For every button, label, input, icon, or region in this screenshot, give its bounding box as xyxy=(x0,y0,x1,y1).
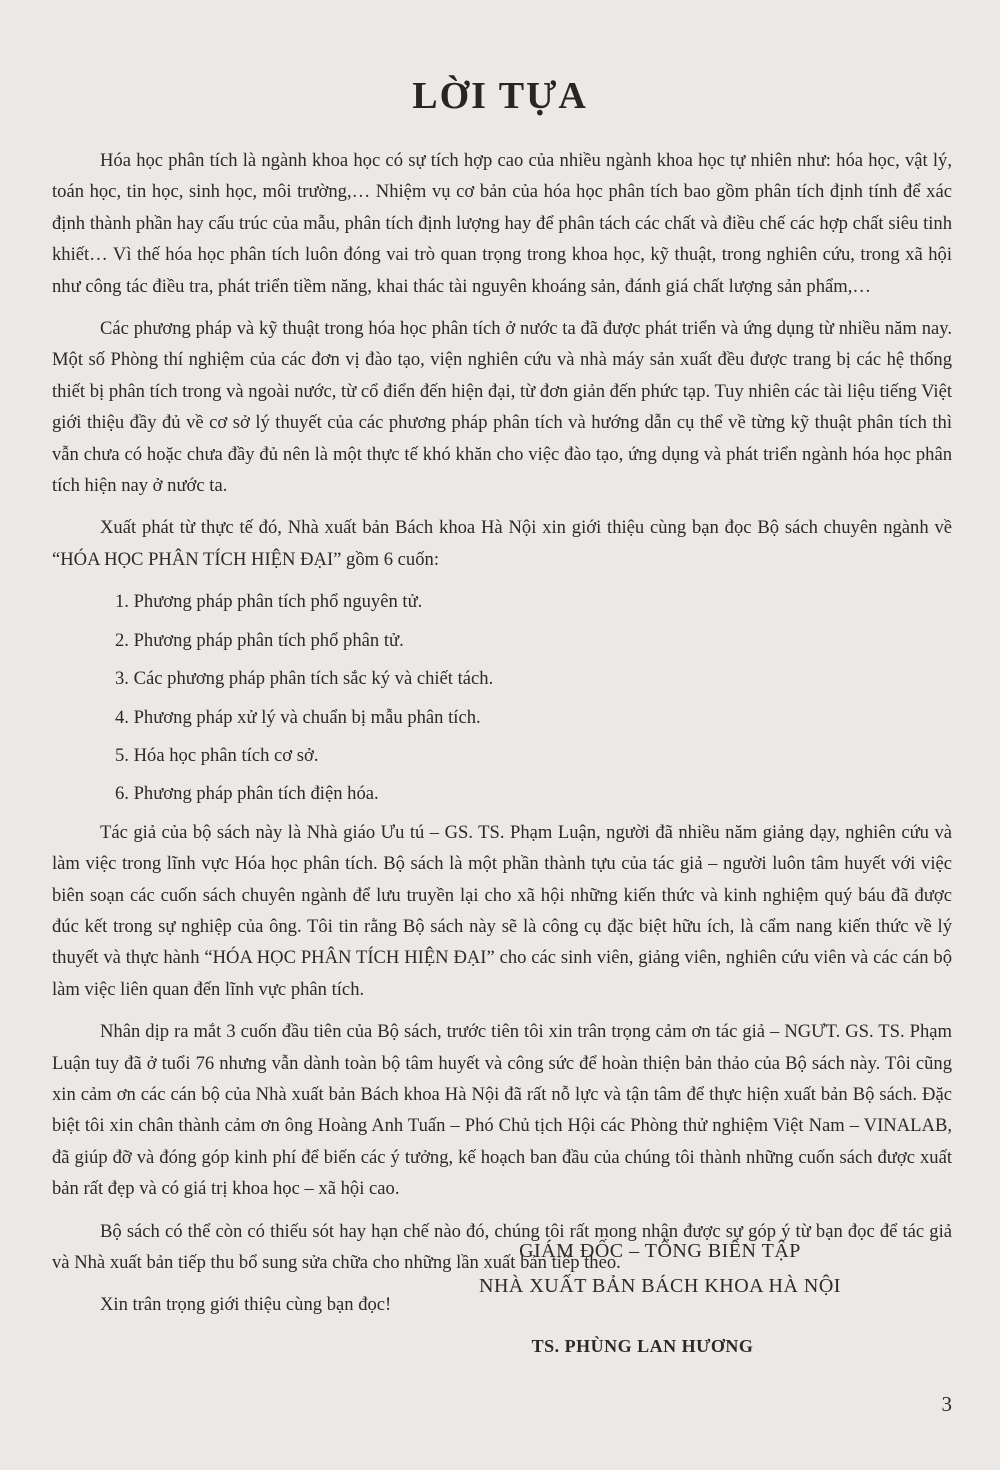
list-item: 2. Phương pháp phân tích phổ phân tử. xyxy=(115,629,404,651)
page-title: LỜI TỰA xyxy=(412,75,588,117)
page-number: 3 xyxy=(941,1392,952,1416)
paragraph: Các phương pháp và kỹ thuật trong hóa học phân tích ở nước ta đã được phát triển và ứng dụng từ nhiều năm nay. Một số Phòng thí nghiệm của các đơn vị đào tạo, viện nghiên cứu và nhà máy sản xuất đều được trang bị các hệ thống thiết bị phân tích trong và ngoài nước, từ cổ điển đến hiện đại, từ đơn giản đến phức tạp. Tuy nhiên các tài liệu tiếng Việt giới thiệu đầy đủ về cơ sở lý thuyết của các phương pháp phân tích và hướng dẫn cụ thể về từng kỹ thuật phân tích thì vẫn chưa có hoặc chưa đầy đủ nên là một thực tế khó khăn cho việc đào tạo, ứng dụng và phát triển ngành hóa học phân tích hiện nay ở nước ta. xyxy=(52,318,952,497)
signature-title: GIÁM ĐỐC – TỔNG BIÊN TẬP xyxy=(519,1240,801,1262)
signature-publisher: NHÀ XUẤT BẢN BÁCH KHOA HÀ NỘI xyxy=(479,1275,841,1297)
paragraph: Xin trân trọng giới thiệu cùng bạn đọc! xyxy=(100,1294,392,1316)
body-text xyxy=(52,145,952,1332)
list-item: 4. Phương pháp xử lý và chuẩn bị mẫu phân tích. xyxy=(115,706,481,728)
list-item: 1. Phương pháp phân tích phổ nguyên tử. xyxy=(115,591,423,613)
signature-name: TS. PHÙNG LAN HƯƠNG xyxy=(531,1336,754,1356)
paragraph: Nhân dịp ra mắt 3 cuốn đầu tiên của Bộ sách, trước tiên tôi xin trân trọng cảm ơn tác giả – NGƯT. GS. TS. Phạm Luận tuy đã ở tuổi 76 nhưng vẫn dành toàn bộ tâm huyết và công sức để hoàn thiện bản thảo của Bộ sách này. Tôi cũng xin cảm ơn các cán bộ của Nhà xuất bản Bách khoa Hà Nội đã rất nỗ lực và tận tâm để thực hiện xuất bản Bộ sách. Đặc biệt tôi xin chân thành cảm ơn ông Hoàng Anh Tuấn – Phó Chủ tịch Hội các Phòng thử nghiệm Việt Nam – VINALAB, đã giúp đỡ và đóng góp kinh phí để biến các ý tưởng, kế hoạch ban đầu của chúng tôi thành những cuốn sách được xuất bản rất đẹp và có giá trị khoa học – xã hội cao. xyxy=(52,1021,952,1200)
list-item: 5. Hóa học phân tích cơ sở. xyxy=(115,744,319,766)
paragraph: Tác giả của bộ sách này là Nhà giáo Ưu tú – GS. TS. Phạm Luận, người đã nhiều năm giảng dạy, nghiên cứu và làm việc trong lĩnh vực Hóa học phân tích. Bộ sách là một phần thành tựu của tác giả – người luôn tâm huyết với việc biên soạn các cuốn sách chuyên ngành để lưu truyền lại cho xã hội những kiến thức và kinh nghiệm quý báu đã được đúc kết trong sự nghiệp của ông. Tôi tin rằng Bộ sách này sẽ là công cụ đặc biệt hữu ích, là cẩm nang kiến thức về lý thuyết và thực hành “HÓA HỌC PHÂN TÍCH HIỆN ĐẠI” cho các sinh viên, giảng viên, nghiên cứu viên và các cán bộ làm việc liên quan đến lĩnh vực phân tích. xyxy=(52,821,952,1000)
paragraph: Bộ sách có thể còn có thiếu sót hay hạn chế nào đó, chúng tôi rất mong nhận được sự góp ý từ bạn đọc để tác giả và Nhà xuất bản tiếp thu bổ sung sửa chữa cho những lần xuất bản tiếp theo. xyxy=(52,1220,952,1273)
list-item: 6. Phương pháp phân tích điện hóa. xyxy=(115,783,379,805)
paragraph: Hóa học phân tích là ngành khoa học có sự tích hợp cao của nhiều ngành khoa học tự nhiên như: hóa học, vật lý, toán học, tin học, sinh học, môi trường,… Nhiệm vụ cơ bản của hóa học phân tích bao gồm phân tích định tính để xác định thành phần hay cấu trúc của mẫu, phân tích định lượng hay để phân tách các chất và điều chế các hợp chất siêu tinh khiết… Vì thế hóa học phân tích luôn đóng vai trò quan trọng trong khoa học, kỹ thuật, trong nghiên cứu, trong xã hội như công tác điều tra, phát triển tiềm năng, khai thác tài nguyên khoáng sản, đánh giá chất lượng sản phẩm,… xyxy=(52,150,952,297)
paragraph: Xuất phát từ thực tế đó, Nhà xuất bản Bách khoa Hà Nội xin giới thiệu cùng bạn đọc Bộ sách chuyên ngành về “HÓA HỌC PHÂN TÍCH HIỆN ĐẠI” gồm 6 cuốn: xyxy=(52,517,952,570)
list-item: 3. Các phương pháp phân tích sắc ký và chiết tách. xyxy=(115,668,494,690)
